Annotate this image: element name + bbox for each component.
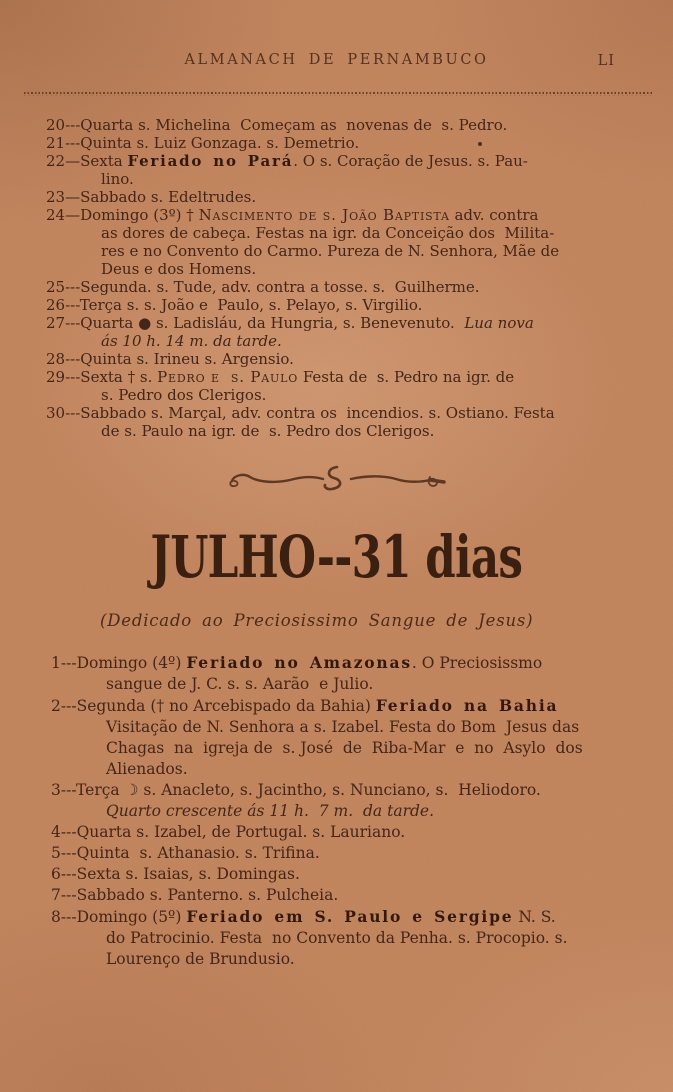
- entry-continuation-line: [46, 386, 634, 404]
- calendar-entry: [46, 278, 634, 296]
- month-title: JULHO--31 dias: [150, 522, 523, 592]
- entry-text: 5---Quinta s. Athanasio. s. Trifina.: [51, 844, 320, 862]
- entry-text: 27---Quarta ● s. Ladisláu, da Hungria, s. Benevenuto.: [46, 314, 465, 332]
- entry-text-italic: ás 10 h. 14 m. da tarde.: [101, 332, 282, 350]
- entry-first-line: [51, 652, 635, 674]
- calendar-entry: [46, 116, 634, 134]
- entry-first-line: [46, 368, 634, 386]
- calendar-entry: [46, 350, 634, 368]
- entry-text: 30---Sabbado s. Marçal, adv. contra os incendios. s. Ostiano. Festa: [46, 404, 555, 422]
- entry-text-smallcaps: Pedro e s. Paulo: [157, 368, 299, 386]
- entry-text-bold: Feriado no Pará: [127, 152, 294, 170]
- header-rule-dots: [24, 92, 653, 94]
- entry-continuation-line: [46, 242, 634, 260]
- entry-text: res e no Convento do Carmo. Pureza de N. Senhora, Mãe de: [101, 242, 560, 260]
- entry-text-bold: Feriado em S. Paulo e Sergipe: [186, 907, 514, 926]
- entry-text: Deus e dos Homens.: [101, 260, 257, 278]
- page-number: LI: [597, 53, 615, 69]
- ink-speck: [478, 142, 482, 146]
- calendar-entry: [51, 695, 635, 780]
- entry-first-line: [46, 134, 634, 152]
- entry-continuation-line: [51, 738, 635, 759]
- calendar-entry: [46, 188, 634, 206]
- entry-text: 6---Sexta s. Isaias, s. Domingas.: [51, 865, 300, 883]
- header-rule: [24, 92, 653, 96]
- calendar-entry: [46, 134, 634, 152]
- entry-text: de s. Paulo na igr. de s. Pedro dos Clerigos.: [101, 422, 435, 440]
- entry-first-line: [46, 188, 634, 206]
- entry-text: 23—Sabbado s. Edeltrudes.: [46, 188, 257, 206]
- calendar-entry: [51, 780, 635, 822]
- section-divider: [0, 460, 673, 500]
- calendar-entry: [46, 314, 634, 350]
- entry-text: do Patrocinio. Festa no Convento da Penha. s. Procopio. s.: [106, 929, 568, 947]
- july-calendar-entries: [51, 652, 635, 970]
- entry-text: 7---Sabbado s. Panterno. s. Pulcheia.: [51, 886, 339, 904]
- entry-text: sangue de J. C. s. s. Aarão e Julio.: [106, 675, 374, 693]
- entry-continuation-line: [51, 674, 635, 695]
- entry-first-line: [51, 695, 635, 717]
- entry-text: 21---Quinta s. Luiz Gonzaga. s. Demetrio.: [46, 134, 360, 152]
- entry-text: 28---Quinta s. Irineu s. Argensio.: [46, 350, 294, 368]
- calendar-entry: [51, 652, 635, 695]
- entry-text: Chagas na igreja de s. José de Riba-Mar e no Asylo dos: [106, 739, 583, 757]
- scroll-flourish-ornament: [224, 460, 450, 496]
- entry-continuation-line: [51, 801, 635, 822]
- entry-text: 8---Domingo (5º): [51, 908, 187, 926]
- entry-first-line: [51, 885, 635, 906]
- entry-first-line: [46, 116, 634, 134]
- calendar-entry: [51, 822, 635, 843]
- entry-text-italic: Quarto crescente ás 11 h. 7 m. da tarde.: [106, 802, 435, 820]
- entry-text: . O Preciosissmo: [411, 654, 543, 672]
- entry-continuation-line: [46, 224, 634, 242]
- entry-first-line: [46, 404, 634, 422]
- calendar-entry: [51, 843, 635, 864]
- calendar-entry: [51, 885, 635, 906]
- entry-text: 22—Sexta: [46, 152, 128, 170]
- entry-text: Festa de s. Pedro na igr. de: [298, 368, 515, 386]
- entry-first-line: [46, 152, 634, 170]
- entry-first-line: [51, 780, 635, 801]
- calendar-entry: [46, 152, 634, 188]
- entry-first-line: [51, 906, 635, 928]
- entry-text-bold: Feriado no Amazonas: [186, 653, 412, 672]
- entry-text: Alienados.: [106, 760, 188, 778]
- entry-continuation-line: [51, 949, 635, 970]
- calendar-entry: [46, 404, 634, 440]
- entry-text: as dores de cabeça. Festas na igr. da Conceição dos Milita-: [101, 224, 555, 242]
- calendar-entry: [51, 906, 635, 970]
- entry-text: 25---Segunda. s. Tude, adv. contra a tosse. s. Guilherme.: [46, 278, 480, 296]
- entry-text: Lourenço de Brundusio.: [106, 950, 295, 968]
- entry-continuation-line: [46, 260, 634, 278]
- calendar-entry: [46, 206, 634, 278]
- entry-text: 20---Quarta s. Michelina Começam as novenas de s. Pedro.: [46, 116, 508, 134]
- june-calendar-entries: [46, 116, 634, 440]
- entry-text: 29---Sexta † s.: [46, 368, 158, 386]
- calendar-entry: [46, 296, 634, 314]
- header-rule-dots-faint: [24, 95, 653, 96]
- entry-continuation-line: [46, 170, 634, 188]
- entry-text: 3---Terça ☽ s. Anacleto, s. Jacintho, s. Nunciano, s. Heliodoro.: [51, 781, 541, 799]
- entry-text: 24—Domingo (3º) †: [46, 206, 199, 224]
- july-section-heading: [0, 524, 673, 590]
- entry-first-line: [51, 843, 635, 864]
- entry-first-line: [51, 864, 635, 885]
- entry-text-smallcaps: Nascimento de s. João Baptista: [198, 206, 450, 224]
- entry-text-italic: Lua nova: [464, 314, 534, 332]
- entry-text: N. S.: [513, 908, 556, 926]
- page-header: [0, 52, 673, 68]
- entry-text: adv. contra: [449, 206, 539, 224]
- entry-text: lino.: [101, 170, 134, 188]
- entry-text: 26---Terça s. s. João e Paulo, s. Pelayo, s. Virgilio.: [46, 296, 423, 314]
- entry-first-line: [46, 314, 634, 332]
- entry-text-bold: Feriado na Bahia: [375, 696, 559, 715]
- entry-continuation-line: [51, 928, 635, 949]
- entry-text: 4---Quarta s. Izabel, de Portugal. s. Lauriano.: [51, 823, 406, 841]
- entry-continuation-line: [51, 759, 635, 780]
- entry-text: s. Pedro dos Clerigos.: [101, 386, 267, 404]
- entry-first-line: [51, 822, 635, 843]
- entry-continuation-line: [46, 422, 634, 440]
- entry-text: 1---Domingo (4º): [51, 654, 187, 672]
- entry-text: . O s. Coração de Jesus. s. Pau-: [293, 152, 528, 170]
- entry-text: 2---Segunda († no Arcebispado da Bahia): [51, 697, 376, 715]
- running-title: ALMANACH DE PERNAMBUCO: [184, 52, 489, 68]
- entry-first-line: [46, 278, 634, 296]
- entry-text: Visitação de N. Senhora a s. Izabel. Festa do Bom Jesus das: [106, 718, 580, 736]
- entry-first-line: [46, 350, 634, 368]
- calendar-entry: [46, 368, 634, 404]
- calendar-entry: [51, 864, 635, 885]
- entry-continuation-line: [46, 332, 634, 350]
- entry-first-line: [46, 296, 634, 314]
- month-dedication: (Dedicado ao Preciosissimo Sangue de Jesus): [100, 611, 534, 630]
- entry-continuation-line: [51, 717, 635, 738]
- entry-first-line: [46, 206, 634, 224]
